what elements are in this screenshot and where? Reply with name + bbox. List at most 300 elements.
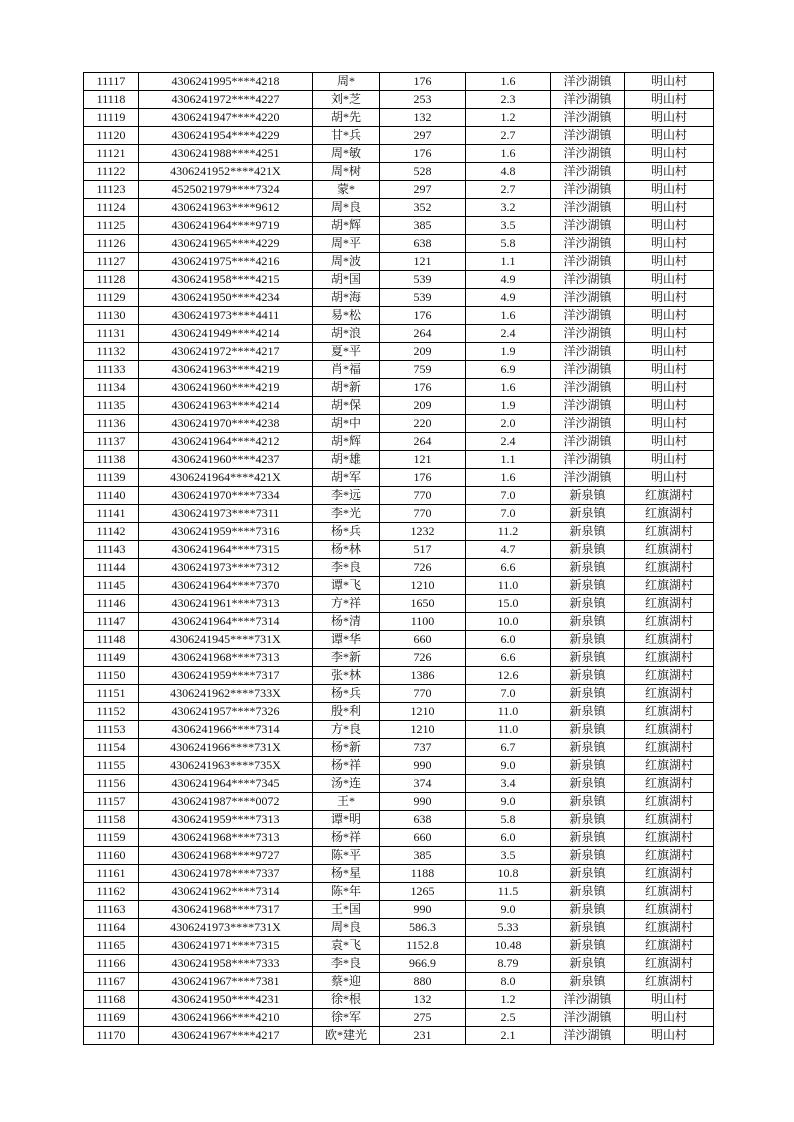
cell-town: 新泉镇 [551,811,625,829]
cell-amount: 1100 [380,613,466,631]
table-row [84,811,714,829]
cell-name: 周*良 [313,919,380,937]
table-row [84,73,714,91]
cell-name: 胡*辉 [313,433,380,451]
cell-amount: 1210 [380,577,466,595]
cell-row-number: 11166 [84,955,139,973]
cell-area: 11.2 [466,523,551,541]
cell-village: 红旗湖村 [625,703,714,721]
cell-amount: 1152.8 [380,937,466,955]
cell-town: 洋沙湖镇 [551,163,625,181]
cell-id-number: 4306241964****7315 [139,541,313,559]
cell-area: 2.0 [466,415,551,433]
cell-area: 1.9 [466,343,551,361]
cell-area: 5.8 [466,811,551,829]
cell-amount: 374 [380,775,466,793]
cell-amount: 726 [380,559,466,577]
cell-name: 胡*国 [313,271,380,289]
cell-id-number: 4306241961****7313 [139,595,313,613]
cell-town: 洋沙湖镇 [551,73,625,91]
cell-row-number: 11164 [84,919,139,937]
cell-town: 新泉镇 [551,793,625,811]
table-row [84,649,714,667]
cell-id-number: 4306241950****4234 [139,289,313,307]
cell-town: 洋沙湖镇 [551,397,625,415]
cell-village: 明山村 [625,991,714,1009]
cell-row-number: 11140 [84,487,139,505]
cell-id-number: 4306241962****7314 [139,883,313,901]
cell-village: 明山村 [625,271,714,289]
cell-village: 红旗湖村 [625,883,714,901]
table-row [84,433,714,451]
table-row [84,919,714,937]
cell-row-number: 11167 [84,973,139,991]
cell-area: 1.1 [466,253,551,271]
cell-area: 4.9 [466,271,551,289]
cell-id-number: 4306241971****7315 [139,937,313,955]
cell-area: 2.7 [466,127,551,145]
cell-name: 杨*兵 [313,685,380,703]
table-row [84,145,714,163]
table-row [84,325,714,343]
cell-village: 明山村 [625,397,714,415]
cell-area: 11.5 [466,883,551,901]
cell-area: 6.6 [466,649,551,667]
cell-village: 明山村 [625,415,714,433]
cell-village: 红旗湖村 [625,919,714,937]
cell-village: 明山村 [625,109,714,127]
cell-amount: 1386 [380,667,466,685]
cell-row-number: 11156 [84,775,139,793]
table-row [84,415,714,433]
cell-name: 杨*林 [313,541,380,559]
cell-village: 明山村 [625,91,714,109]
cell-row-number: 11153 [84,721,139,739]
cell-amount: 253 [380,91,466,109]
cell-village: 红旗湖村 [625,973,714,991]
cell-id-number: 4306241967****4217 [139,1027,313,1045]
cell-row-number: 11143 [84,541,139,559]
cell-row-number: 11144 [84,559,139,577]
cell-name: 汤*连 [313,775,380,793]
cell-row-number: 11134 [84,379,139,397]
cell-area: 7.0 [466,685,551,703]
cell-name: 周*波 [313,253,380,271]
cell-village: 明山村 [625,163,714,181]
cell-amount: 385 [380,217,466,235]
table-row [84,829,714,847]
table-row [84,271,714,289]
cell-village: 明山村 [625,325,714,343]
cell-row-number: 11170 [84,1027,139,1045]
table-row [84,775,714,793]
cell-row-number: 11136 [84,415,139,433]
table-row [84,235,714,253]
cell-row-number: 11150 [84,667,139,685]
cell-town: 新泉镇 [551,775,625,793]
cell-id-number: 4306241975****4216 [139,253,313,271]
cell-id-number: 4306241959****7317 [139,667,313,685]
cell-row-number: 11149 [84,649,139,667]
cell-id-number: 4306241973****7312 [139,559,313,577]
table-row [84,163,714,181]
table-row [84,559,714,577]
cell-village: 红旗湖村 [625,721,714,739]
cell-row-number: 11161 [84,865,139,883]
cell-row-number: 11123 [84,181,139,199]
cell-name: 谭*飞 [313,577,380,595]
cell-area: 11.0 [466,721,551,739]
cell-id-number: 4306241960****4237 [139,451,313,469]
cell-area: 7.0 [466,487,551,505]
cell-amount: 121 [380,451,466,469]
cell-row-number: 11129 [84,289,139,307]
cell-amount: 660 [380,829,466,847]
table-row [84,217,714,235]
table-row [84,721,714,739]
cell-village: 红旗湖村 [625,487,714,505]
cell-town: 新泉镇 [551,523,625,541]
cell-town: 新泉镇 [551,883,625,901]
cell-area: 4.8 [466,163,551,181]
cell-name: 胡*先 [313,109,380,127]
cell-village: 红旗湖村 [625,595,714,613]
table-row [84,523,714,541]
cell-id-number: 4306241959****7316 [139,523,313,541]
cell-area: 11.0 [466,703,551,721]
cell-name: 李*远 [313,487,380,505]
cell-village: 红旗湖村 [625,559,714,577]
cell-town: 新泉镇 [551,901,625,919]
cell-name: 王* [313,793,380,811]
cell-village: 明山村 [625,73,714,91]
cell-name: 杨*清 [313,613,380,631]
cell-row-number: 11131 [84,325,139,343]
cell-id-number: 4306241947****4220 [139,109,313,127]
cell-name: 谭*华 [313,631,380,649]
cell-area: 2.7 [466,181,551,199]
cell-id-number: 4306241963****735X [139,757,313,775]
cell-name: 易*松 [313,307,380,325]
cell-id-number: 4306241978****7337 [139,865,313,883]
cell-row-number: 11138 [84,451,139,469]
cell-id-number: 4306241952****421X [139,163,313,181]
table-row [84,307,714,325]
cell-id-number: 4306241972****4227 [139,91,313,109]
cell-name: 方*良 [313,721,380,739]
cell-area: 1.6 [466,307,551,325]
cell-town: 新泉镇 [551,757,625,775]
cell-row-number: 11141 [84,505,139,523]
cell-town: 新泉镇 [551,685,625,703]
cell-id-number: 4306241995****4218 [139,73,313,91]
cell-amount: 638 [380,235,466,253]
cell-amount: 1188 [380,865,466,883]
cell-village: 红旗湖村 [625,829,714,847]
cell-name: 李*光 [313,505,380,523]
cell-name: 杨*兵 [313,523,380,541]
cell-row-number: 11121 [84,145,139,163]
cell-id-number: 4306241968****9727 [139,847,313,865]
table-row [84,1009,714,1027]
cell-name: 胡*中 [313,415,380,433]
cell-area: 1.1 [466,451,551,469]
cell-village: 明山村 [625,1027,714,1045]
cell-village: 明山村 [625,235,714,253]
cell-id-number: 4306241963****9612 [139,199,313,217]
cell-amount: 385 [380,847,466,865]
cell-amount: 176 [380,469,466,487]
cell-row-number: 11142 [84,523,139,541]
cell-town: 洋沙湖镇 [551,235,625,253]
table-row [84,757,714,775]
cell-amount: 176 [380,379,466,397]
cell-village: 红旗湖村 [625,811,714,829]
cell-village: 明山村 [625,307,714,325]
cell-area: 1.6 [466,145,551,163]
cell-row-number: 11122 [84,163,139,181]
cell-village: 红旗湖村 [625,955,714,973]
cell-name: 方*祥 [313,595,380,613]
cell-name: 蒙* [313,181,380,199]
cell-area: 1.2 [466,109,551,127]
cell-town: 洋沙湖镇 [551,343,625,361]
cell-town: 洋沙湖镇 [551,451,625,469]
cell-name: 李*新 [313,649,380,667]
cell-village: 红旗湖村 [625,739,714,757]
cell-village: 红旗湖村 [625,793,714,811]
table-row [84,253,714,271]
cell-amount: 770 [380,487,466,505]
cell-name: 袁*飞 [313,937,380,955]
table-row [84,973,714,991]
cell-area: 5.33 [466,919,551,937]
cell-area: 15.0 [466,595,551,613]
cell-id-number: 4306241987****0072 [139,793,313,811]
cell-id-number: 4306241970****4238 [139,415,313,433]
cell-id-number: 4306241958****4215 [139,271,313,289]
cell-village: 明山村 [625,379,714,397]
cell-village: 明山村 [625,181,714,199]
cell-amount: 638 [380,811,466,829]
cell-name: 胡*新 [313,379,380,397]
table-row [84,955,714,973]
cell-village: 红旗湖村 [625,649,714,667]
cell-village: 红旗湖村 [625,541,714,559]
cell-town: 新泉镇 [551,847,625,865]
cell-row-number: 11120 [84,127,139,145]
cell-id-number: 4306241988****4251 [139,145,313,163]
cell-id-number: 4306241973****7311 [139,505,313,523]
table-row [84,181,714,199]
cell-id-number: 4306241966****7314 [139,721,313,739]
cell-amount: 528 [380,163,466,181]
cell-amount: 880 [380,973,466,991]
cell-name: 杨*新 [313,739,380,757]
cell-row-number: 11145 [84,577,139,595]
table-row [84,667,714,685]
cell-area: 2.5 [466,1009,551,1027]
cell-area: 3.2 [466,199,551,217]
cell-id-number: 4306241957****7326 [139,703,313,721]
table-row [84,883,714,901]
cell-area: 8.79 [466,955,551,973]
cell-village: 红旗湖村 [625,523,714,541]
cell-amount: 539 [380,289,466,307]
cell-town: 新泉镇 [551,487,625,505]
cell-town: 洋沙湖镇 [551,469,625,487]
cell-amount: 264 [380,433,466,451]
cell-id-number: 4306241966****731X [139,739,313,757]
cell-id-number: 4306241967****7381 [139,973,313,991]
table-row [84,901,714,919]
cell-row-number: 11168 [84,991,139,1009]
cell-id-number: 4306241964****7370 [139,577,313,595]
table-row [84,991,714,1009]
cell-name: 杨*祥 [313,757,380,775]
cell-town: 新泉镇 [551,595,625,613]
cell-row-number: 11146 [84,595,139,613]
cell-area: 9.0 [466,901,551,919]
cell-area: 10.8 [466,865,551,883]
cell-name: 周*良 [313,199,380,217]
cell-row-number: 11137 [84,433,139,451]
cell-area: 9.0 [466,757,551,775]
table-row [84,199,714,217]
table-row [84,451,714,469]
cell-name: 杨*祥 [313,829,380,847]
cell-amount: 176 [380,145,466,163]
cell-id-number: 4306241966****4210 [139,1009,313,1027]
cell-town: 洋沙湖镇 [551,199,625,217]
cell-row-number: 11157 [84,793,139,811]
cell-town: 洋沙湖镇 [551,217,625,235]
table-row [84,1027,714,1045]
table-row [84,289,714,307]
cell-area: 12.6 [466,667,551,685]
cell-row-number: 11147 [84,613,139,631]
cell-village: 明山村 [625,145,714,163]
cell-id-number: 4306241968****7317 [139,901,313,919]
table-row [84,685,714,703]
cell-name: 胡*雄 [313,451,380,469]
cell-village: 红旗湖村 [625,865,714,883]
cell-id-number: 4306241973****4411 [139,307,313,325]
table-body [84,73,714,1045]
cell-town: 新泉镇 [551,865,625,883]
cell-town: 洋沙湖镇 [551,253,625,271]
cell-row-number: 11165 [84,937,139,955]
cell-amount: 990 [380,757,466,775]
cell-id-number: 4306241959****7313 [139,811,313,829]
cell-id-number: 4306241962****733X [139,685,313,703]
cell-id-number: 4306241970****7334 [139,487,313,505]
cell-id-number: 4306241960****4219 [139,379,313,397]
cell-name: 陈*平 [313,847,380,865]
cell-town: 新泉镇 [551,559,625,577]
cell-village: 红旗湖村 [625,505,714,523]
cell-amount: 990 [380,901,466,919]
table-row [84,487,714,505]
cell-amount: 1210 [380,721,466,739]
cell-row-number: 11158 [84,811,139,829]
cell-area: 2.4 [466,325,551,343]
cell-id-number: 4306241964****421X [139,469,313,487]
cell-amount: 275 [380,1009,466,1027]
cell-town: 新泉镇 [551,577,625,595]
cell-area: 3.5 [466,847,551,865]
cell-town: 洋沙湖镇 [551,109,625,127]
cell-town: 洋沙湖镇 [551,325,625,343]
cell-id-number: 4306241968****7313 [139,649,313,667]
cell-village: 明山村 [625,127,714,145]
cell-row-number: 11130 [84,307,139,325]
cell-village: 明山村 [625,289,714,307]
cell-id-number: 4306241963****4219 [139,361,313,379]
cell-village: 红旗湖村 [625,685,714,703]
cell-area: 3.5 [466,217,551,235]
cell-amount: 297 [380,181,466,199]
cell-id-number: 4306241945****731X [139,631,313,649]
cell-area: 1.6 [466,469,551,487]
table-row [84,937,714,955]
cell-name: 张*林 [313,667,380,685]
cell-amount: 220 [380,415,466,433]
cell-area: 10.0 [466,613,551,631]
cell-town: 洋沙湖镇 [551,181,625,199]
cell-id-number: 4525021979****7324 [139,181,313,199]
table-row [84,613,714,631]
cell-village: 红旗湖村 [625,613,714,631]
table-row [84,865,714,883]
cell-town: 洋沙湖镇 [551,433,625,451]
cell-village: 红旗湖村 [625,847,714,865]
cell-name: 李*良 [313,955,380,973]
cell-id-number: 4306241965****4229 [139,235,313,253]
cell-area: 8.0 [466,973,551,991]
table-row [84,847,714,865]
cell-town: 洋沙湖镇 [551,145,625,163]
cell-name: 夏*平 [313,343,380,361]
cell-town: 新泉镇 [551,667,625,685]
table-row [84,397,714,415]
cell-id-number: 4306241949****4214 [139,325,313,343]
cell-row-number: 11128 [84,271,139,289]
cell-town: 洋沙湖镇 [551,127,625,145]
cell-name: 周*平 [313,235,380,253]
cell-village: 红旗湖村 [625,667,714,685]
cell-area: 2.1 [466,1027,551,1045]
cell-id-number: 4306241964****9719 [139,217,313,235]
cell-amount: 586.3 [380,919,466,937]
table-row [84,109,714,127]
cell-area: 9.0 [466,793,551,811]
cell-town: 新泉镇 [551,541,625,559]
cell-row-number: 11125 [84,217,139,235]
cell-town: 洋沙湖镇 [551,307,625,325]
cell-area: 11.0 [466,577,551,595]
cell-id-number: 4306241964****7345 [139,775,313,793]
cell-town: 洋沙湖镇 [551,1027,625,1045]
cell-name: 殷*利 [313,703,380,721]
cell-area: 2.3 [466,91,551,109]
cell-name: 谭*明 [313,811,380,829]
cell-amount: 1650 [380,595,466,613]
cell-row-number: 11160 [84,847,139,865]
cell-row-number: 11154 [84,739,139,757]
cell-town: 洋沙湖镇 [551,1009,625,1027]
cell-row-number: 11132 [84,343,139,361]
